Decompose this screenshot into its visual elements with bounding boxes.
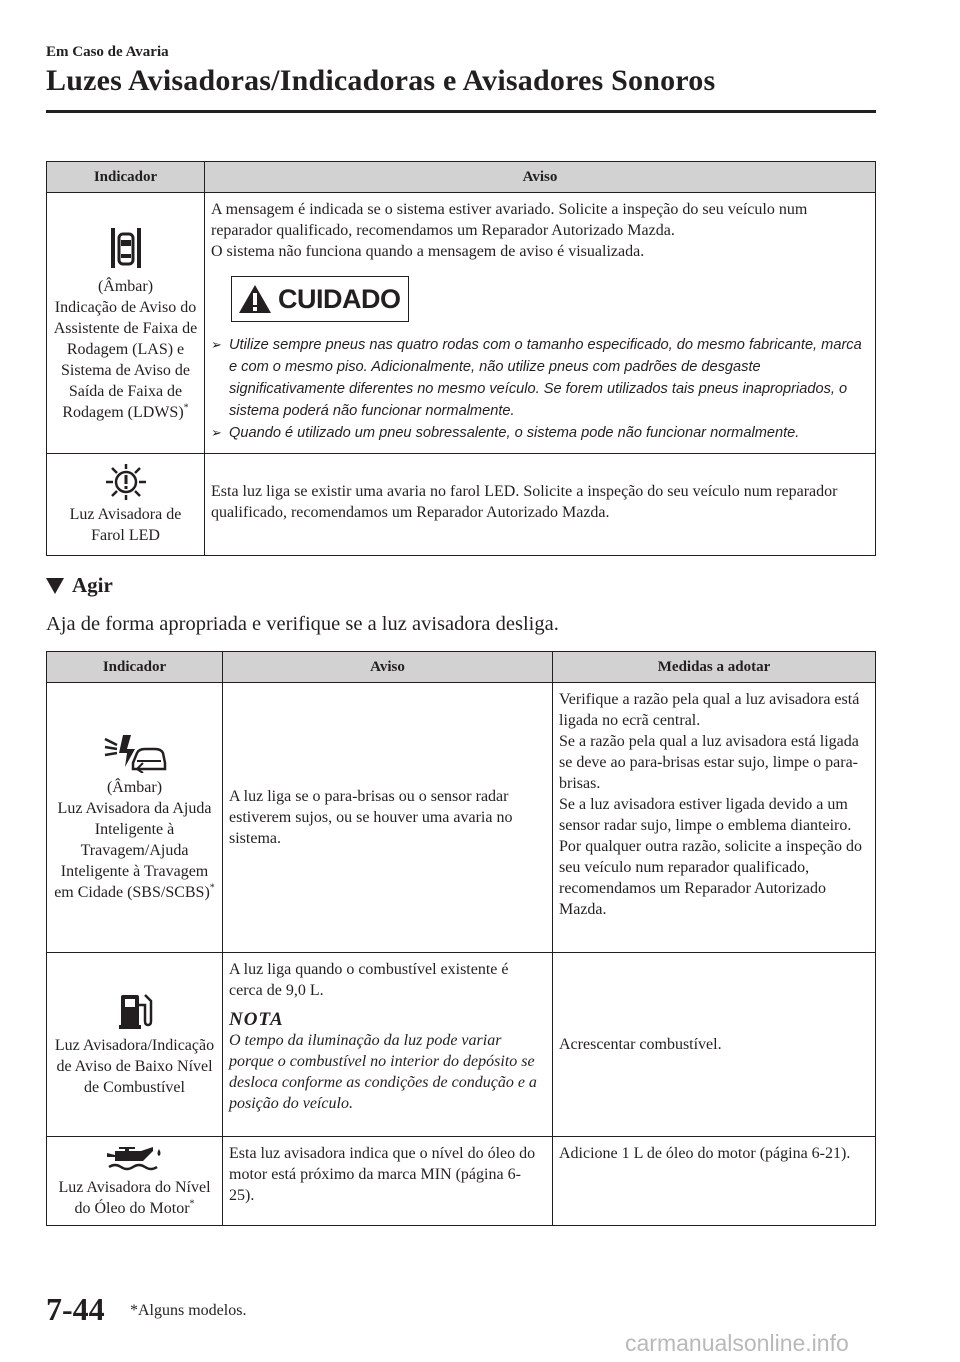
- agir-heading-text: Agir: [72, 573, 113, 597]
- list-item: ➢ Quando é utilizado um pneu sobressalente, o sistema pode não funcionar normalmente.: [211, 422, 869, 444]
- indicator-label: (Âmbar) Luz Avisadora da Ajuda Inteligente à Travagem/Ajuda Inteligente à Travagem em Cidade (SBS/SCBS)*: [54, 778, 215, 901]
- indicator-cell: [47, 683, 223, 953]
- indicator-cell: [47, 454, 205, 556]
- aviso-cell: [205, 193, 876, 454]
- warning-triangle-icon: [238, 284, 272, 314]
- aviso-cell: [223, 683, 553, 953]
- table-row: [47, 454, 876, 556]
- table-row: [47, 1137, 876, 1226]
- aviso-cell: [223, 953, 553, 1137]
- aviso-cell: [205, 454, 876, 556]
- indicator-label: (Âmbar) Indicação de Aviso do Assistente de Faixa de Rodagem (LAS) e Sistema de Aviso de Saída de Faixa de Rodagem (LDWS)*: [53, 277, 198, 421]
- indicator-label: Luz Avisadora de Farol LED: [69, 505, 182, 544]
- column-header-indicador: Indicador: [47, 162, 205, 193]
- aviso-text: Esta luz liga se existir uma avaria no farol LED. Solicite a inspeção do seu veículo num reparador qualificado, recomendamos um Reparador Autorizado Mazda.: [211, 483, 838, 521]
- medidas-cell: Adicione 1 L de óleo do motor (página 6-21).: [553, 1137, 876, 1226]
- table-header-row: [47, 652, 876, 683]
- nota-title: NOTA: [229, 1009, 284, 1030]
- led-headlight-warning-icon: [104, 464, 148, 500]
- medidas-cell: Acrescentar combustível.: [553, 953, 876, 1137]
- indicator-cell: [47, 1137, 223, 1226]
- agir-heading: [46, 573, 113, 598]
- smart-brake-support-icon: [103, 733, 167, 773]
- caution-bullet-list: [211, 334, 869, 444]
- aviso-text: Esta luz avisadora indica que o nível do óleo do motor está próximo da marca MIN (página 6-25).: [229, 1145, 536, 1204]
- section-label: Em Caso de Avaria: [46, 44, 169, 60]
- aviso-text: A luz liga se o para-brisas ou o sensor radar estiverem sujos, ou se houver uma avaria no sistema.: [229, 788, 513, 847]
- warning-table-1: [46, 161, 876, 556]
- lane-departure-icon: [109, 224, 143, 272]
- column-header-indicador: Indicador: [47, 652, 223, 683]
- title-rule: [46, 110, 876, 113]
- page-title: Luzes Avisadoras/Indicadoras e Avisadores Sonoros: [46, 64, 716, 97]
- caution-box: [231, 276, 409, 322]
- aviso-text: A mensagem é indicada se o sistema estiver avariado. Solicite a inspeção do seu veículo num reparador qualificado, recomendamos um Reparador Autorizado Mazda.: [211, 201, 808, 239]
- indicator-label: Luz Avisadora/Indicação de Aviso de Baixo Nível de Combustível: [54, 1037, 215, 1096]
- aviso-text: O sistema não funciona quando a mensagem de aviso é visualizada.: [211, 243, 645, 260]
- engine-oil-level-icon: [105, 1143, 165, 1173]
- footnote: *Alguns modelos.: [130, 1302, 247, 1319]
- aviso-text: A luz liga quando o combustível existente é cerca de 9,0 L.: [229, 961, 509, 999]
- indicator-cell: [47, 953, 223, 1137]
- agir-text: Aja de forma apropriada e verifique se a luz avisadora desliga.: [46, 613, 559, 635]
- table-row: [47, 683, 876, 953]
- column-header-medidas: Medidas a adotar: [553, 652, 876, 683]
- column-header-aviso: Aviso: [223, 652, 553, 683]
- aviso-cell: [223, 1137, 553, 1226]
- warning-table-2: [46, 651, 876, 1226]
- table-row: [47, 953, 876, 1137]
- caution-label: CUIDADO: [278, 283, 401, 314]
- page-number: 7-44: [46, 1291, 105, 1327]
- list-item: ➢ Utilize sempre pneus nas quatro rodas com o tamanho especificado, do mesmo fabricante, marca e com o mesmo piso. Adicionalmente, não utilize pneus com padrões de desgaste significativamente diferentes no mesmo veículo. Se forem utilizados tais pneus inapropriados, o sistema poderá não funcionar normalmente.: [211, 334, 869, 422]
- indicator-label: Luz Avisadora do Nível do Óleo do Motor*: [58, 1179, 211, 1217]
- medidas-cell: Verifique a razão pela qual a luz avisadora está ligada no ecrã central. Se a razão pela qual a luz avisadora está ligada se deve ao para-brisas estar sujo, limpe o para-brisas. Se a luz avisadora estiver ligada devido a um sensor radar sujo, limpe o emblema dianteiro. Por qualquer outra razão, solicite a inspeção do seu veículo num reparador qualificado, recomendamos um Reparador Autorizado Mazda.: [553, 683, 876, 953]
- table-row: [47, 193, 876, 454]
- column-header-aviso: Aviso: [205, 162, 876, 193]
- nota-text: O tempo da iluminação da luz pode variar porque o combustível no interior do depósito se desloca conforme as condições de condução e a posição do veículo.: [229, 1032, 537, 1112]
- table-header-row: [47, 162, 876, 193]
- indicator-cell: [47, 193, 205, 454]
- watermark: carmanualsonline.info: [625, 1330, 849, 1356]
- triangle-down-icon: [46, 578, 64, 594]
- low-fuel-icon: [117, 991, 153, 1031]
